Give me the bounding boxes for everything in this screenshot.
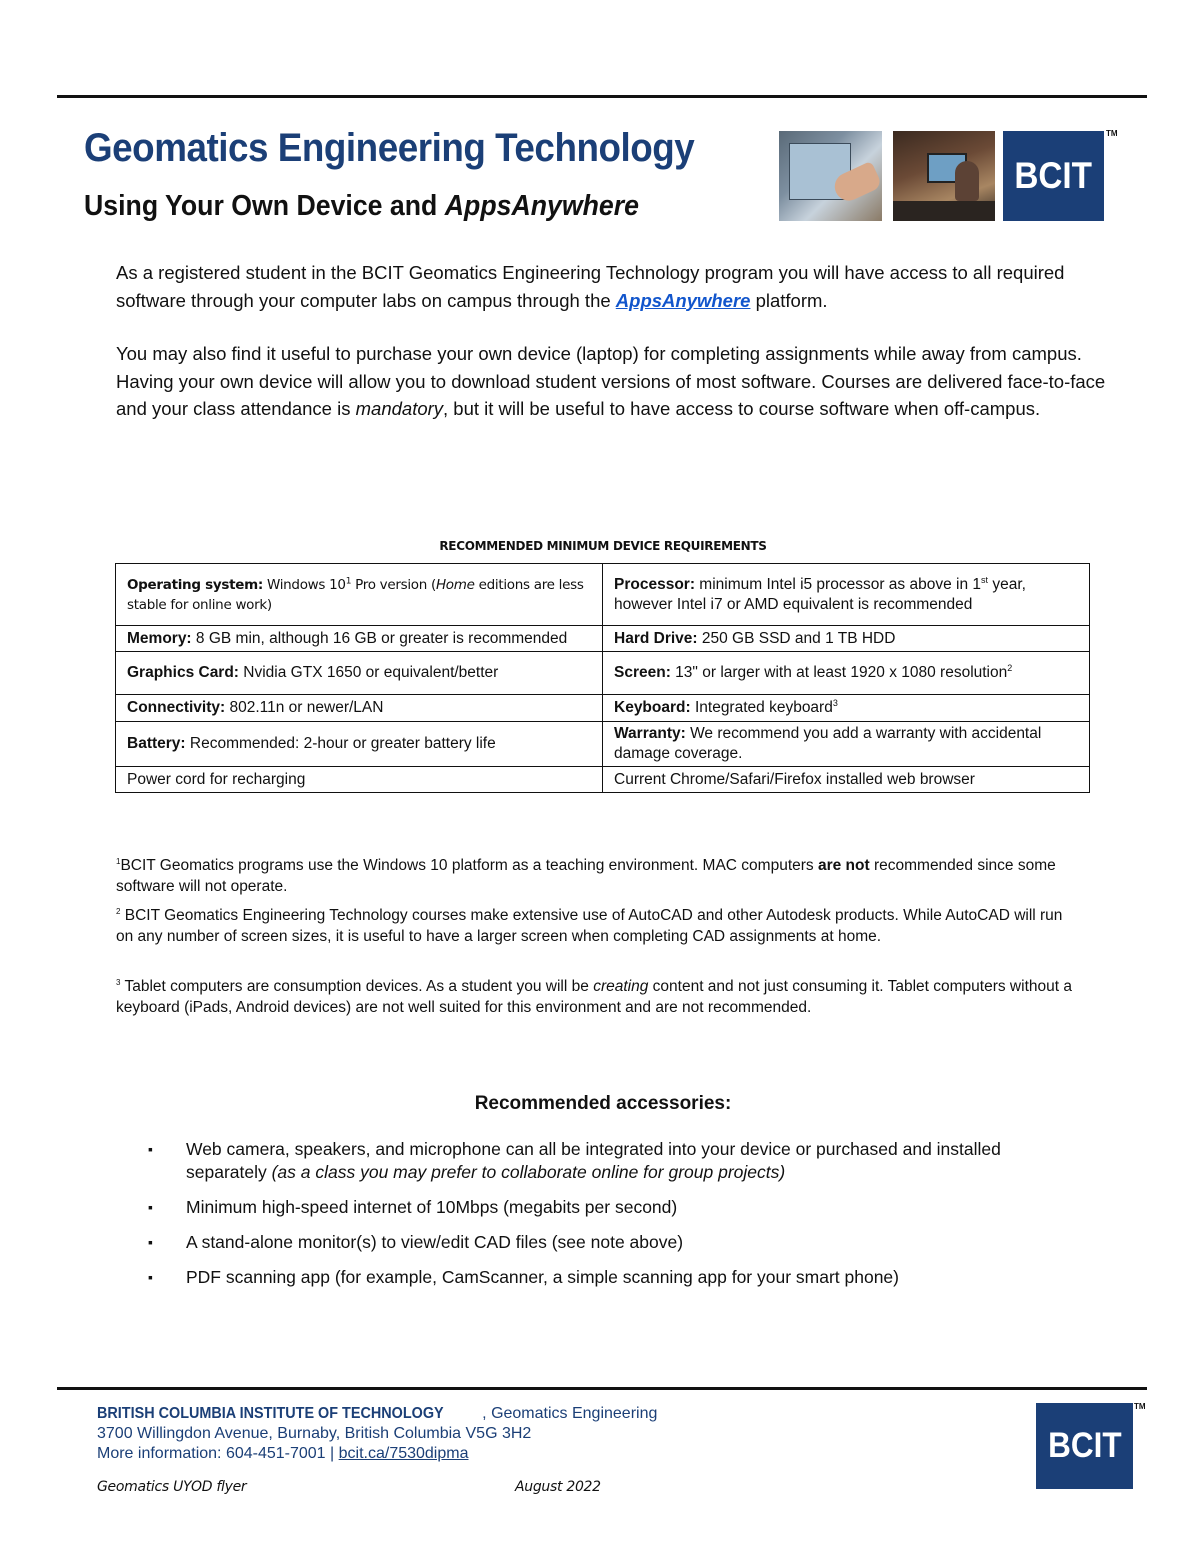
os-tail-2: editions are less stable for online work) bbox=[127, 576, 584, 613]
connectivity-label: Connectivity: bbox=[127, 699, 226, 716]
memory-cell bbox=[116, 626, 603, 652]
os-footnote-ref: 1 bbox=[345, 576, 352, 586]
accessory-3-text: A stand-alone monitor(s) to view/edit CAD files (see note above) bbox=[186, 1232, 684, 1252]
footer-contact bbox=[97, 1404, 657, 1464]
table-row bbox=[116, 652, 1090, 695]
table-row bbox=[116, 564, 1090, 626]
footer-phone: More information: 604-451-7001 | bbox=[97, 1445, 339, 1462]
footnote-3 bbox=[116, 977, 1081, 1018]
requirements-table bbox=[115, 563, 1090, 793]
warranty-label: Warranty: bbox=[614, 725, 686, 742]
battery-value: Recommended: 2-hour or greater battery life bbox=[185, 735, 496, 752]
footnote-3-text: Tablet computers are consumption devices. As a student you will be bbox=[120, 978, 594, 995]
table-row bbox=[116, 722, 1090, 767]
processor-cell bbox=[603, 564, 1090, 626]
harddrive-cell bbox=[603, 626, 1090, 652]
graphics-label: Graphics Card: bbox=[127, 664, 239, 681]
footnote-3-emphasis: creating bbox=[593, 978, 649, 995]
trademark-mark-footer: TM bbox=[1134, 1402, 1146, 1411]
top-rule bbox=[57, 95, 1147, 98]
keyboard-label: Keyboard: bbox=[614, 699, 691, 716]
bullet-icon: ▪ bbox=[148, 1141, 153, 1157]
os-tail: Pro version ( bbox=[351, 576, 436, 593]
accessories-list bbox=[148, 1138, 1048, 1301]
footnote-1-text: BCIT Geomatics programs use the Windows 10 platform as a teaching environment. MAC computers bbox=[120, 857, 818, 874]
program-link[interactable]: bcit.ca/7530dipma bbox=[338, 1445, 469, 1462]
accessory-1-emphasis: (as a class you may prefer to collaborate online for group projects) bbox=[271, 1162, 786, 1182]
memory-value: 8 GB min, although 16 GB or greater is recommended bbox=[191, 629, 568, 647]
intro-p2-text: You may also find it useful to purchase your own device (laptop) for completing assignments while away from campus. Having your own device will allow you to download student versions of most software. Courses are delivered face-to-face and your class attendance is bbox=[116, 343, 1106, 419]
footer-rule bbox=[57, 1387, 1147, 1390]
graphics-cell bbox=[116, 652, 603, 695]
harddrive-value: 250 GB SSD and 1 TB HDD bbox=[697, 629, 896, 647]
footnote-1-tail: recommended since some software will not operate. bbox=[116, 857, 1056, 895]
footnote-2-marker: 2 bbox=[116, 906, 121, 916]
intro-p1-text: As a registered student in the BCIT Geomatics Engineering Technology program you will have access to all required software through your computer labs on campus through the bbox=[116, 262, 1065, 311]
bcit-logo-footer-text: BCIT bbox=[1047, 1426, 1122, 1465]
processor-value: minimum Intel i5 processor as above in 1 bbox=[694, 575, 982, 593]
intro-p1-tail: platform. bbox=[750, 289, 828, 311]
list-item bbox=[148, 1266, 1048, 1289]
subtitle-emphasis: AppsAnywhere bbox=[444, 190, 639, 222]
table-row bbox=[116, 695, 1090, 722]
harddrive-label: Hard Drive: bbox=[614, 629, 698, 647]
bullet-icon: ▪ bbox=[148, 1269, 153, 1285]
department-name: , Geomatics Engineering bbox=[482, 1405, 658, 1422]
footer-org-line bbox=[97, 1404, 657, 1424]
battery-label: Battery: bbox=[127, 735, 186, 752]
footnote-3-tail: content and not just consuming it. Tablet computers without a keyboard (iPads, Android devices) are not well suited for this environment and are not recommended. bbox=[116, 978, 1072, 1016]
photo-desk-shape bbox=[893, 201, 995, 221]
bullet-icon: ▪ bbox=[148, 1234, 153, 1250]
battery-cell bbox=[116, 722, 603, 767]
connectivity-value: 802.11n or newer/LAN bbox=[225, 699, 384, 716]
os-cell bbox=[116, 564, 603, 626]
bcit-logo-header bbox=[1003, 131, 1104, 221]
photo-touchscreen bbox=[779, 131, 882, 221]
screen-footnote-ref: 2 bbox=[1007, 662, 1013, 673]
os-home-emphasis: Home bbox=[435, 576, 475, 593]
warranty-value: We recommend you add a warranty with accidental damage coverage. bbox=[614, 725, 1042, 762]
footer-info-line bbox=[97, 1444, 657, 1464]
os-label: Operating system: bbox=[127, 576, 263, 593]
footnote-1 bbox=[116, 856, 1081, 897]
connectivity-cell bbox=[116, 695, 603, 722]
intro-paragraph-2 bbox=[116, 340, 1106, 423]
photo-student-at-computer bbox=[893, 131, 995, 221]
processor-value-2: year, however Intel i7 or AMD equivalent is recommended bbox=[614, 575, 1026, 613]
document-name: Geomatics UYOD flyer bbox=[97, 1479, 247, 1495]
keyboard-value: Integrated keyboard bbox=[690, 699, 833, 716]
table-row bbox=[116, 626, 1090, 652]
list-item bbox=[148, 1196, 1048, 1219]
keyboard-cell bbox=[603, 695, 1090, 722]
footnote-2 bbox=[116, 906, 1081, 947]
institution-name: BRITISH COLUMBIA INSTITUTE OF TECHNOLOGY bbox=[97, 1405, 444, 1422]
requirements-heading: RECOMMENDED MINIMUM DEVICE REQUIREMENTS bbox=[439, 539, 767, 553]
photo-person-shape bbox=[955, 161, 979, 201]
bcit-logo-text: BCIT bbox=[1014, 155, 1093, 196]
browser-cell: Current Chrome/Safari/Firefox installed web browser bbox=[603, 767, 1090, 793]
screen-value: 13" or larger with at least 1920 x 1080 resolution bbox=[670, 664, 1008, 681]
intro-paragraph-1 bbox=[116, 259, 1106, 314]
list-item bbox=[148, 1231, 1048, 1254]
document-date: August 2022 bbox=[515, 1479, 601, 1495]
graphics-value: Nvidia GTX 1650 or equivalent/better bbox=[238, 664, 499, 681]
footnote-3-marker: 3 bbox=[116, 977, 121, 987]
footer-address: 3700 Willingdon Avenue, Burnaby, British Columbia V5G 3H2 bbox=[97, 1425, 532, 1442]
bcit-logo-footer bbox=[1036, 1403, 1133, 1489]
screen-cell bbox=[603, 652, 1090, 695]
keyboard-footnote-ref: 3 bbox=[832, 697, 838, 708]
subtitle-prefix: Using Your Own Device and bbox=[84, 190, 445, 222]
footnote-1-marker: 1 bbox=[116, 856, 121, 866]
accessory-4-text: PDF scanning app (for example, CamScanner, a simple scanning app for your smart phone) bbox=[186, 1267, 899, 1287]
warranty-cell bbox=[603, 722, 1090, 767]
accessory-2-text: Minimum high-speed internet of 10Mbps (megabits per second) bbox=[186, 1197, 678, 1217]
page-subtitle bbox=[84, 190, 639, 223]
processor-sup: st bbox=[981, 574, 989, 585]
os-value: Windows 10 bbox=[262, 576, 346, 593]
trademark-mark: TM bbox=[1106, 129, 1118, 138]
processor-label: Processor: bbox=[614, 575, 695, 593]
bullet-icon: ▪ bbox=[148, 1199, 153, 1215]
appsanywhere-link[interactable]: AppsAnywhere bbox=[615, 289, 751, 311]
footnote-1-bold: are not bbox=[817, 857, 870, 874]
footnote-2-text: BCIT Geomatics Engineering Technology courses make extensive use of AutoCAD and other Autodesk products. While AutoCAD will run on any number of screen sizes, it is useful to have a larger screen when completing CAD assignments at home. bbox=[116, 907, 1063, 945]
accessories-heading: Recommended accessories: bbox=[474, 1093, 732, 1114]
screen-label: Screen: bbox=[614, 664, 671, 681]
table-row bbox=[116, 767, 1090, 793]
intro-p2-emphasis: mandatory bbox=[355, 398, 444, 419]
list-item bbox=[148, 1138, 1048, 1184]
page-title: Geomatics Engineering Technology bbox=[84, 126, 695, 170]
power-cord-cell: Power cord for recharging bbox=[116, 767, 603, 793]
memory-label: Memory: bbox=[127, 629, 192, 647]
accessory-1-text: Web camera, speakers, and microphone can all be integrated into your device or purchased and installed separately bbox=[186, 1139, 1001, 1182]
intro-p2-tail: , but it will be useful to have access to course software when off-campus. bbox=[443, 398, 1041, 419]
